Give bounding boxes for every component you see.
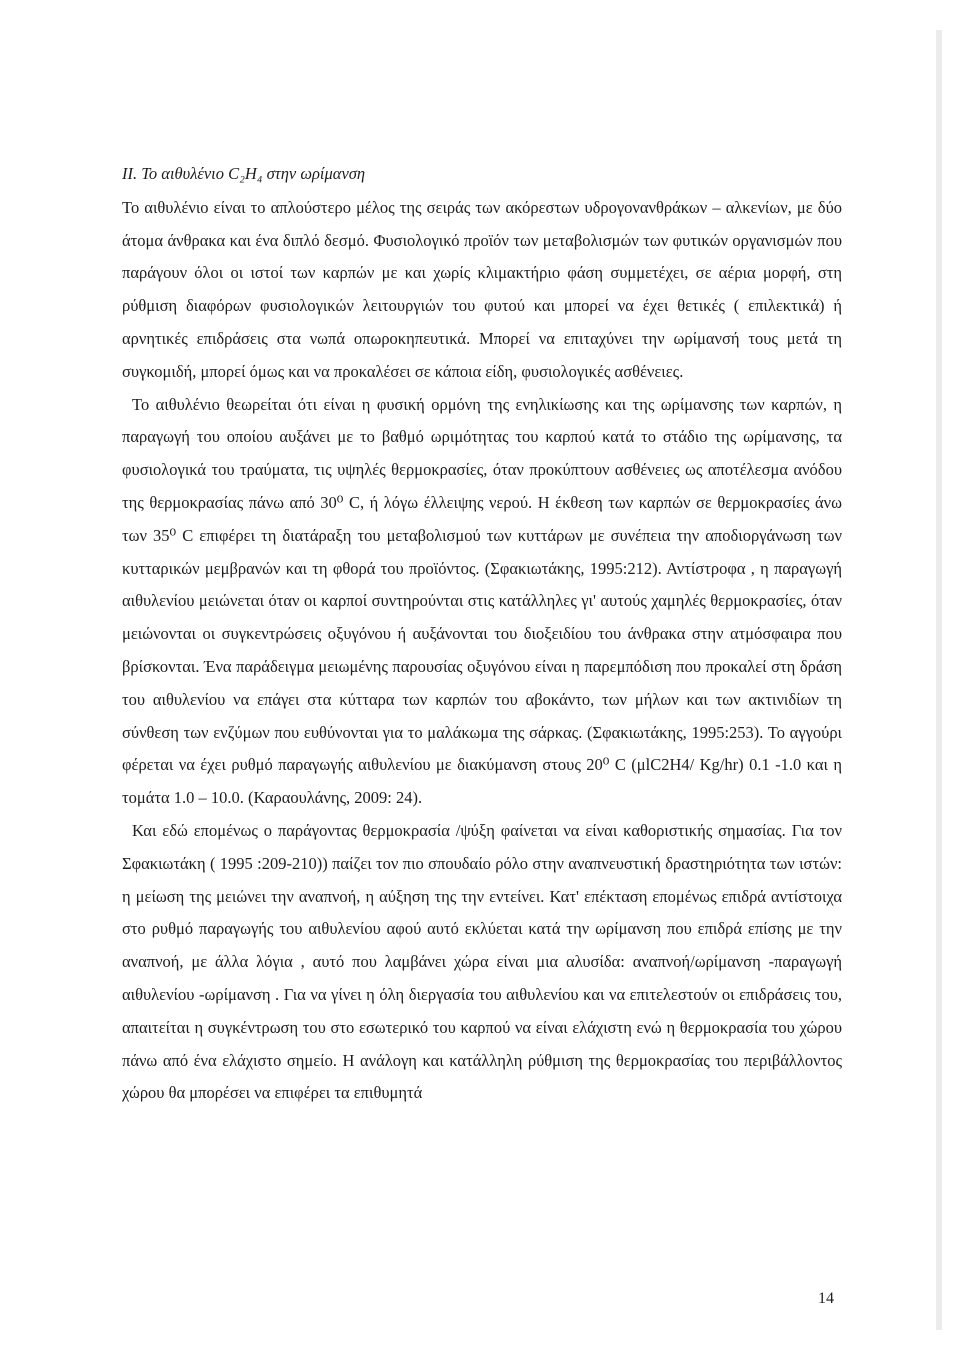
paragraph-2: Το αιθυλένιο θεωρείται ότι είναι η φυσική ορμόνη της ενηλικίωσης και της ωρίμανσης των καρπών, η παραγωγή του οποίου αυξάνει με το βαθμό ωριμότητας του καρπού κατά το στάδιο της ωρίμανσης, τα φυσιολογικά του τραύματα, τις υψηλές θερμοκρασίες, όταν προκύπτουν ασθένειες ως αποτέλεσμα ανόδου της θερμοκρασίας πάνω από 30⁰ C, ή λόγω έλλειψης νερού. Η έκθεση των καρπών σε θερμοκρασίες άνω των 35⁰ C επιφέρει τη διατάραξη του μεταβολισμού των κυττάρων με συνέπεια την αποδιοργάνωση των κυτταρικών μεμβρανών και τη φθορά του προϊόντος. (Σφακιωτάκης, 1995:212). Αντίστροφα , η παραγωγή αιθυλενίου μειώνεται όταν οι καρποί συντηρούνται στις κατάλληλες γι' αυτούς χαμηλές θερμοκρασίες, όταν μειώνονται οι συγκεντρώσεις οξυγόνου ή αυξάνονται του διοξειδίου του άνθρακα στην ατμόσφαιρα που βρίσκονται. Ένα παράδειγμα μειωμένης παρουσίας οξυγόνου είναι η παρεμπόδιση που προκαλεί στη δράση του αιθυλενίου να επάγει στα κύτταρα των καρπών του αβοκάντο, των μήλων και των ακτινιδίων τη σύνθεση των ενζύμων που ευθύνονται για το μαλάκωμα της σάρκας. (Σφακιωτάκης, 1995:253). Το αγγούρι φέρεται να έχει ρυθμό παραγωγής αιθυλενίου με διακύμανση στους 20⁰ C (μlC2H4/ Kg/hr) 0.1 -1.0 και η τομάτα 1.0 – 10.0. (Καραουλάνης, 2009: 24).: [122, 394, 842, 808]
page-number: 14: [818, 1290, 834, 1307]
scan-edge-shadow: [936, 30, 942, 1330]
paragraph-1: Το αιθυλένιο είναι το απλούστερο μέλος της σειράς των ακόρεστων υδρογονανθράκων – αλκενίων, με δύο άτομα άνθρακα και ένα διπλό δεσμό. Φυσιολογικό προϊόν των μεταβολισμών των φυτικών οργανισμών που παράγουν όλοι οι ιστοί των καρπών με και χωρίς κλιμακτήριο φάση συμμετέχει, σε αέρια μορφή, στη ρύθμιση διαφόρων φυσιολογικών λειτουργιών του φυτού και μπορεί να έχει θετικές ( επιλεκτικά) ή αρνητικές επιδράσεις στα νωπά οπωροκηπευτικά. Μπορεί να επιταχύνει την ωρίμανσή τους μετά τη συγκομιδή, μπορεί όμως και να προκαλέσει σε κάποια είδη, φυσιολογικές ασθένειες.: [122, 197, 842, 381]
section-heading: ΙΙ. Το αιθυλένιο C₂H₄ στην ωρίμανση: [122, 164, 366, 183]
paragraph-3: Και εδώ επομένως ο παράγοντας θερμοκρασία /ψύξη φαίνεται να είναι καθοριστικής σημασίας. Για τον Σφακιωτάκη ( 1995 :209-210)) παίζει τον πιο σπουδαίο ρόλο στην αναπνευστική δραστηριότητα των ιστών: η μείωση της μειώνει την αναπνοή, η αύξηση της την εντείνει. Κατ' επέκταση επομένως επιδρά αντίστοιχα στο ρυθμό παραγωγής του αιθυλενίου αφού αυτό εκλύεται κατά την ωρίμανση που επιδρά επίσης με την αναπνοή, με άλλα λόγια , αυτό που λαμβάνει χώρα είναι μια αλυσίδα: αναπνοή/ωρίμανση -παραγωγή αιθυλενίου -ωρίμανση . Για να γίνει η όλη διεργασία του αιθυλενίου και να επιτελεστούν οι επιδράσεις του, απαιτείται η συγκέντρωση του στο εσωτερικό του καρπού να είναι ελάχιστη ενώ η θερμοκρασία του χώρου πάνω από ένα ελάχιστο σημείο. Η ανάλογη και κατάλληλη ρύθμιση της θερμοκρασίας του περιβάλλοντος χώρου θα μπορέσει να επιφέρει τα επιθυμητά: [122, 820, 842, 1103]
body-text: [122, 158, 842, 1110]
